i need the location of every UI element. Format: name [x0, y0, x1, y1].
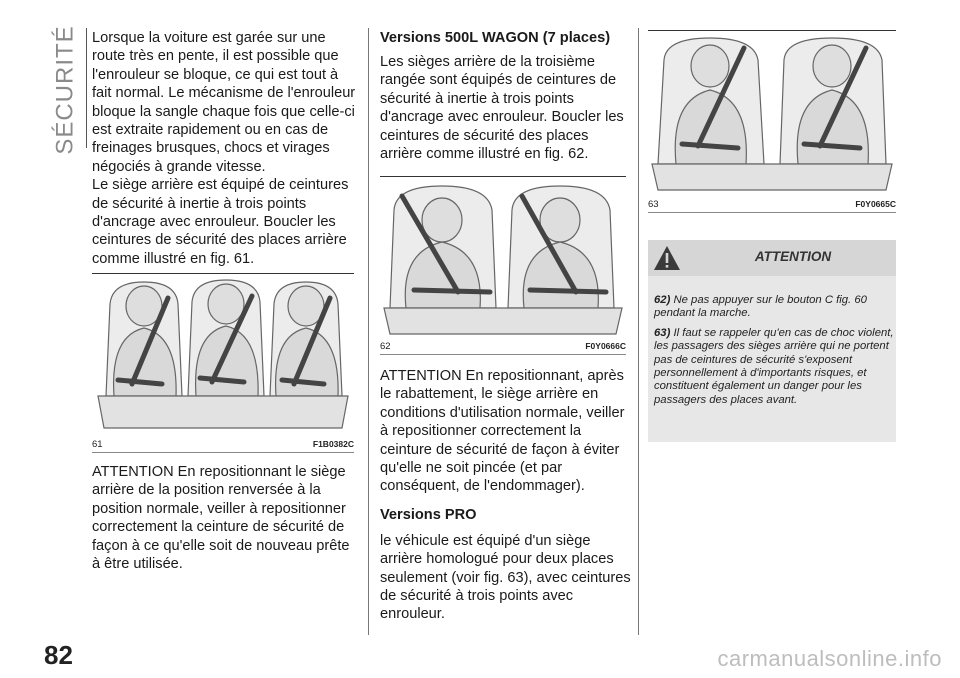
- column-1: [92, 29, 358, 268]
- section-tab: [46, 25, 86, 155]
- paragraph: Lorsque la voiture est garée sur une route très en pente, il est possible que l'enrouleur se bloque, ce qui est tout à fait normal. Le mécanisme de l'enrouleur bloque la sangle chaque fois que celle-ci est extraite rapidement ou en cas de freinages brusques, chocs et virages négociés à grande vitesse.: [92, 30, 356, 175]
- figure-caption: [648, 199, 896, 210]
- section-divider: [86, 28, 87, 148]
- figure-code: F0Y0665C: [855, 199, 896, 209]
- column-2: [380, 29, 632, 163]
- figure-number: 62: [380, 341, 391, 352]
- section-title: SÉCURITÉ: [52, 25, 80, 155]
- column-1-lower: [92, 463, 358, 573]
- paragraph: ATTENTION En repositionnant le siège arrière de la position renversée à la position normale, veiller à repositionner correctement la ceinture de sécurité de façon à ce qu'elle soit de nouveau prête à être utilisée.: [92, 464, 350, 573]
- figure-63-illustration: [648, 34, 896, 194]
- figure-caption: [92, 439, 354, 450]
- figure-rule: [380, 176, 626, 177]
- figure-62-illustration: [380, 180, 626, 338]
- warning-item: [654, 294, 894, 321]
- figure-number: 61: [92, 439, 103, 450]
- figure-rule: [648, 212, 896, 213]
- figure-number: 63: [648, 199, 659, 210]
- warning-item: [654, 327, 894, 407]
- watermark: carmanualsonline.info: [717, 646, 942, 671]
- figure-code: F1B0382C: [312, 439, 354, 449]
- warning-triangle-icon: [652, 244, 682, 272]
- warning-item-number: 62): [654, 294, 671, 306]
- warning-item-text: Ne pas appuyer sur le bouton C fig. 60 pendant la marche.: [654, 294, 867, 320]
- column-divider: [638, 28, 639, 635]
- figure-code: F0Y0666C: [585, 341, 626, 351]
- paragraph: le véhicule est équipé d'un siège arrière homologué pour deux places seulement (voir fig. 63), avec ceintures de sécurité à trois points avec enrouleur.: [380, 532, 631, 623]
- paragraph: Les sièges arrière de la troisième rangée sont équipés de ceintures de sécurité à inertie à trois points d'ancrage avec enrouleur. Boucler les ceintures de sécurité des places arrière comme illustré en fig. 62.: [380, 54, 624, 163]
- paragraph: Le siège arrière est équipé de ceintures de sécurité à inertie à trois points d'ancrage avec enrouleur. Boucler les ceintures de sécurité des places arrière comme illustré en fig. 61.: [92, 177, 349, 267]
- figure-rule: [648, 30, 896, 31]
- section-heading: Versions 500L WAGON (7 places): [380, 30, 611, 46]
- warning-content: [654, 294, 894, 407]
- figure-caption: [380, 341, 626, 352]
- figure-rule: [92, 273, 354, 274]
- page-number: 82: [44, 640, 73, 670]
- warning-item-number: 63): [654, 326, 671, 339]
- paragraph: ATTENTION En repositionnant, après le rabattement, le siège arrière en conditions d'utilisation normale, veiller à repositionner correctement la ceinture de sécurité de façon à éviter qu'elle ne soit pincée (et par conséquent, de l'endommager).: [380, 368, 625, 495]
- figure-rule: [380, 354, 626, 355]
- figure-61-illustration: [92, 276, 354, 436]
- warning-item-text: Il faut se rappeler qu'en cas de choc violent, les passagers des sièges arrière qui ne portent pas de ceintures de sécurité s'exposent personnellement à d'importants risques, et constituent également un danger pour les passagers des places avant.: [654, 326, 894, 406]
- warning-title: ATTENTION: [754, 249, 832, 264]
- figure-rule: [92, 452, 354, 453]
- column-2-lower: [380, 367, 636, 624]
- column-divider: [368, 28, 369, 635]
- section-heading: Versions PRO: [380, 506, 477, 523]
